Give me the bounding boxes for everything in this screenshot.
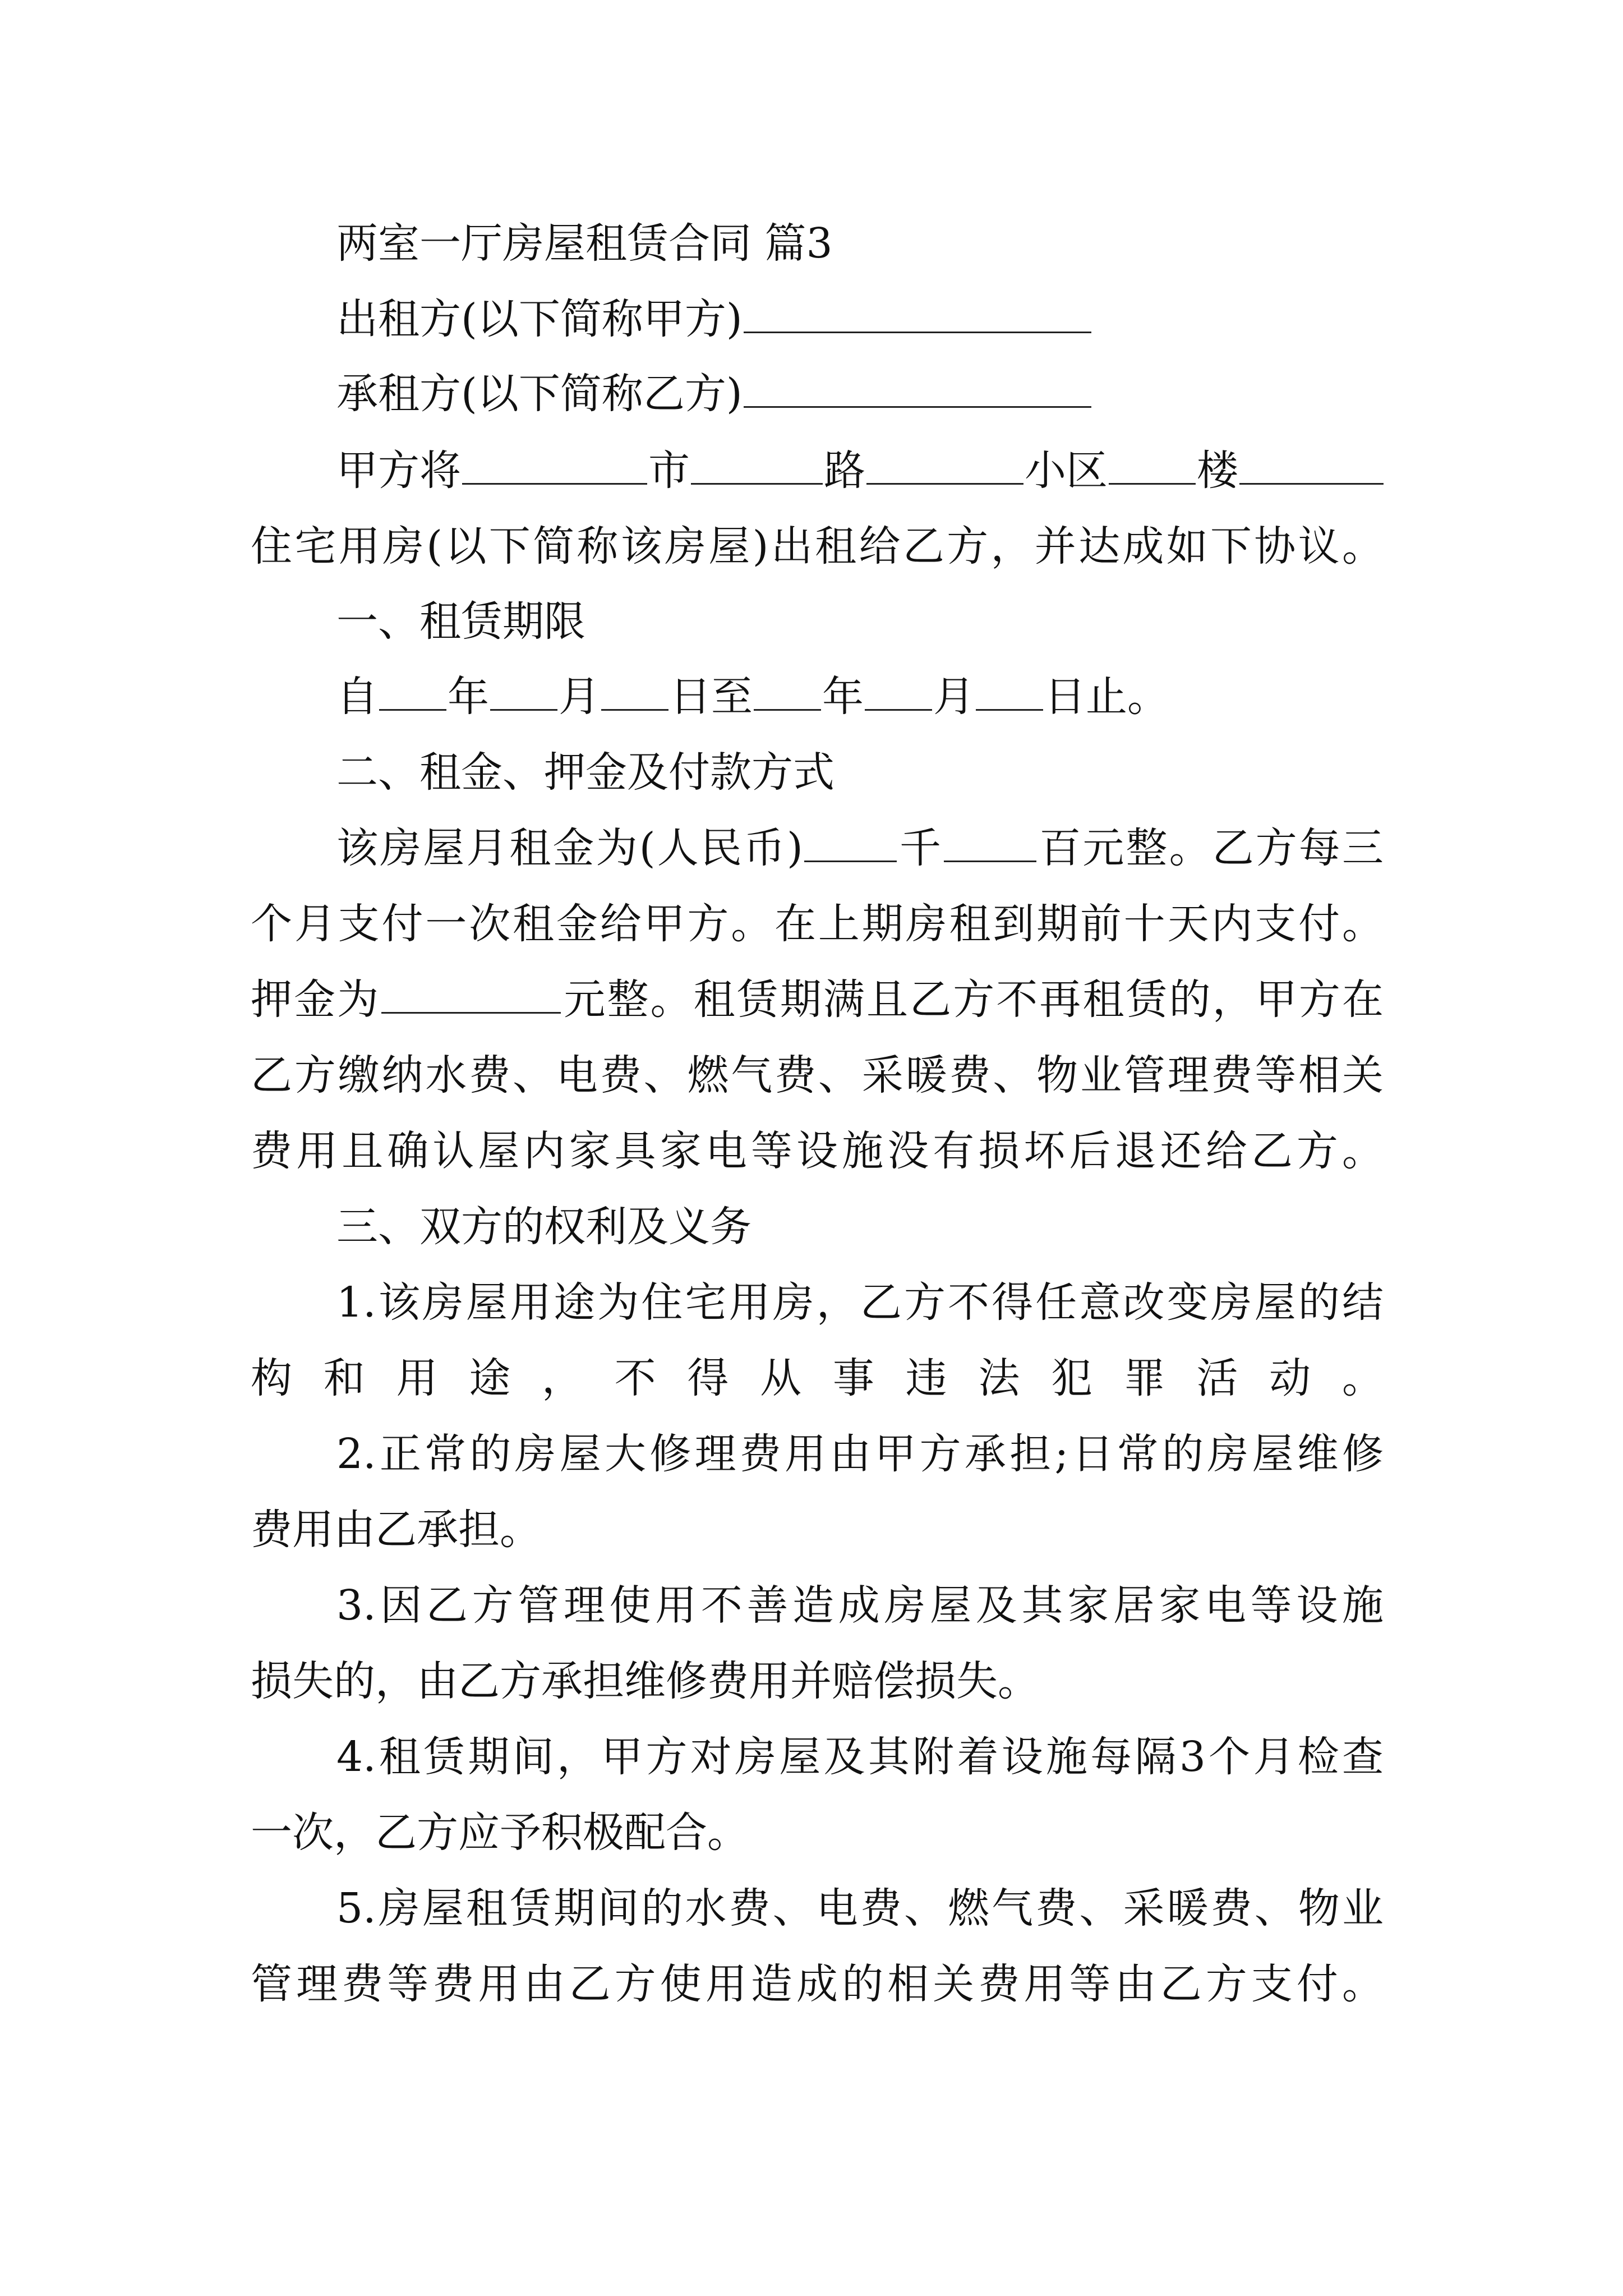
clause-2-line-1: 2.正常的房屋大修理费用由甲方承担;日常的房屋维修 bbox=[336, 1430, 1384, 1478]
end-day-blank bbox=[976, 664, 1043, 711]
lessee-line: 承租方(以下简称乙方) bbox=[336, 348, 1384, 440]
section-3-heading: 三、双方的权利及义务 bbox=[336, 1203, 751, 1251]
end-month-blank bbox=[865, 664, 932, 711]
lessor-blank bbox=[744, 286, 1091, 333]
document-title: 两室一厅房屋租赁合同 篇3 bbox=[336, 219, 833, 268]
start-month-blank bbox=[490, 664, 557, 711]
rent-thousands-blank bbox=[804, 815, 897, 862]
clause-1-line-1: 1.该房屋用途为住宅用房，乙方不得任意改变房屋的结 bbox=[336, 1278, 1384, 1327]
lessor-line: 出租方(以下简称甲方) bbox=[336, 273, 1384, 366]
lessee-blank bbox=[744, 361, 1091, 408]
property-line-2: 住宅用房(以下简称该房屋)出租给乙方，并达成如下协议。 bbox=[251, 522, 1384, 570]
unit-blank bbox=[1239, 438, 1384, 485]
building-blank bbox=[1109, 438, 1196, 485]
rent-line-1: 该房屋月租金为(人民币) 千 百元整。乙方每三 bbox=[336, 802, 1384, 895]
clause-3-line-2: 损失的，由乙方承担维修费用并赔偿损失。 bbox=[251, 1657, 1039, 1705]
city-blank bbox=[462, 438, 647, 485]
clause-4-line-2: 一次，乙方应予积极配合。 bbox=[251, 1809, 749, 1857]
end-year-blank bbox=[754, 664, 821, 711]
lease-period-line: 自 年 月 日至 年 月 日止。 bbox=[336, 651, 1384, 743]
rent-line-2: 个月支付一次租金给甲方。在上期房租到期前十天内支付。 bbox=[251, 900, 1384, 948]
property-line-1: 甲方将 市 路 小区 楼 bbox=[336, 425, 1384, 517]
section-2-heading: 二、租金、押金及付款方式 bbox=[336, 748, 834, 797]
clause-5-line-1: 5.房屋租赁期间的水费、电费、燃气费、采暖费、物业 bbox=[336, 1884, 1384, 1932]
payment-line-5: 费用且确认屋内家具家电等设施没有损坏后退还给乙方。 bbox=[251, 1127, 1384, 1175]
clause-5-line-2: 管理费等费用由乙方使用造成的相关费用等由乙方支付。 bbox=[251, 1960, 1384, 2008]
rent-hundreds-blank bbox=[944, 815, 1036, 862]
start-year-blank bbox=[379, 664, 446, 711]
district-blank bbox=[866, 438, 1023, 485]
clause-4-line-1: 4.租赁期间，甲方对房屋及其附着设施每隔3个月检查 bbox=[336, 1733, 1384, 1781]
clause-1-line-2: 构和用途，不得从事违法犯罪活动。 bbox=[251, 1354, 1384, 1402]
section-1-heading: 一、租赁期限 bbox=[336, 597, 585, 646]
clause-2-line-2: 费用由乙承担。 bbox=[251, 1506, 541, 1554]
clause-3-line-1: 3.因乙方管理使用不善造成房屋及其家居家电等设施 bbox=[336, 1581, 1384, 1630]
deposit-line: 押金为 元整。租赁期满且乙方不再租赁的，甲方在 bbox=[251, 954, 1384, 1046]
deposit-blank bbox=[381, 967, 561, 1014]
start-day-blank bbox=[601, 664, 668, 711]
payment-line-4: 乙方缴纳水费、电费、燃气费、采暖费、物业管理费等相关 bbox=[251, 1051, 1384, 1099]
road-blank bbox=[691, 438, 823, 485]
